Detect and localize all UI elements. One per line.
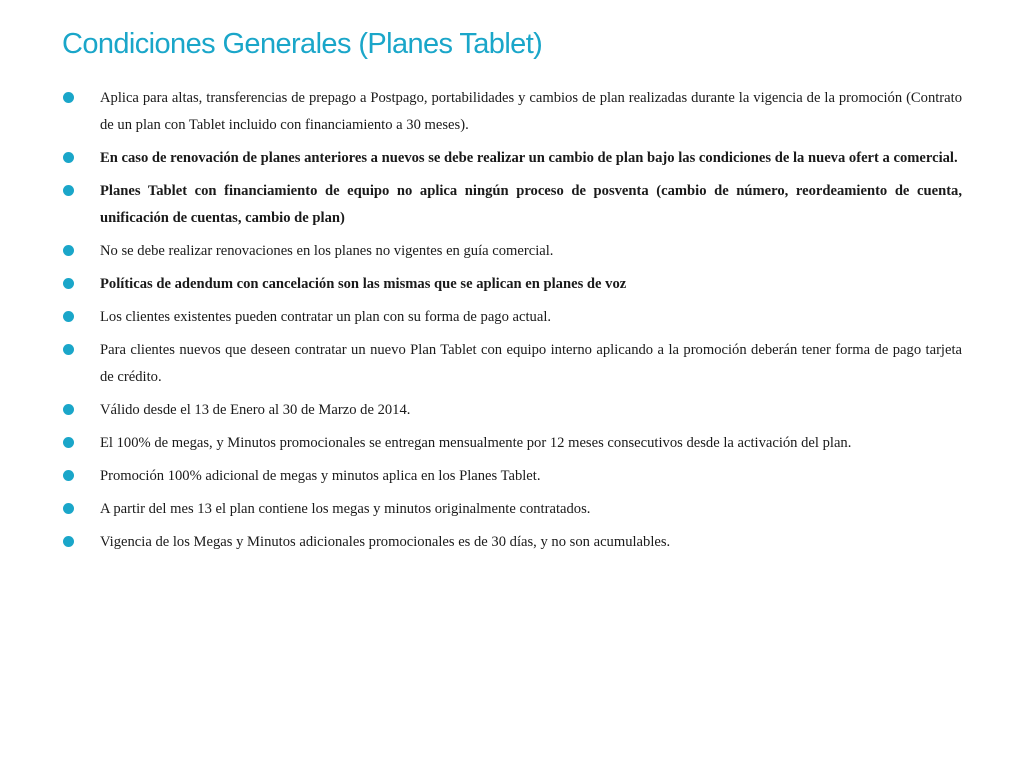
list-item: [62, 529, 962, 556]
list-item: [62, 304, 962, 331]
list-item: [62, 430, 962, 457]
list-item-text: Planes Tablet con financiamiento de equipo no aplica ningún proceso de posventa (cambio de número, reordeamiento de cuenta, unificación de cuentas, cambio de plan): [100, 183, 962, 226]
bullet-dot-icon: [63, 503, 74, 514]
list-item-text: No se debe realizar renovaciones en los planes no vigentes en guía comercial.: [100, 243, 554, 259]
list-item: [62, 178, 962, 232]
list-item-text: Los clientes existentes pueden contratar un plan con su forma de pago actual.: [100, 309, 552, 325]
bullet-dot-icon: [63, 437, 74, 448]
bullet-dot-icon: [63, 536, 74, 547]
bullet-dot-icon: [63, 92, 74, 103]
list-item-text: El 100% de megas, y Minutos promocionales se entregan mensualmente por 12 meses consecutivos desde la activación del plan.: [100, 435, 852, 451]
bullet-dot-icon: [63, 278, 74, 289]
bullet-list: [62, 85, 962, 562]
list-item-text: Políticas de adendum con cancelación son las mismas que se aplican en planes de voz: [100, 276, 627, 292]
list-item: [62, 463, 962, 490]
list-item: [62, 238, 962, 265]
list-item: [62, 85, 962, 139]
list-item-text: En caso de renovación de planes anteriores a nuevos se debe realizar un cambio de plan bajo las condiciones de la nueva ofert a comercial.: [100, 150, 958, 166]
list-item-text: Promoción 100% adicional de megas y minutos aplica en los Planes Tablet.: [100, 468, 541, 484]
bullet-dot-icon: [63, 152, 74, 163]
bullet-dot-icon: [63, 404, 74, 415]
list-item-text: Para clientes nuevos que deseen contratar un nuevo Plan Tablet con equipo interno aplicando a la promoción deberán tener forma de pago tarjeta de crédito.: [100, 342, 962, 385]
list-item: [62, 397, 962, 424]
list-item-text: Válido desde el 13 de Enero al 30 de Marzo de 2014.: [100, 402, 411, 418]
slide-title: Condiciones Generales (Planes Tablet): [62, 28, 543, 60]
bullet-dot-icon: [63, 185, 74, 196]
list-item-text: Vigencia de los Megas y Minutos adicionales promocionales es de 30 días, y no son acumulables.: [100, 534, 671, 550]
bullet-dot-icon: [63, 245, 74, 256]
bullet-dot-icon: [63, 470, 74, 481]
list-item-text: A partir del mes 13 el plan contiene los megas y minutos originalmente contratados.: [100, 501, 591, 517]
list-item: [62, 496, 962, 523]
list-item: [62, 271, 962, 298]
bullet-dot-icon: [63, 311, 74, 322]
list-item-text: Aplica para altas, transferencias de prepago a Postpago, portabilidades y cambios de plan realizadas durante la vigencia de la promoción (Contrato de un plan con Tablet incluido con financiamiento a 30 meses).: [100, 90, 962, 133]
bullet-dot-icon: [63, 344, 74, 355]
list-item: [62, 337, 962, 391]
list-item: [62, 145, 962, 172]
